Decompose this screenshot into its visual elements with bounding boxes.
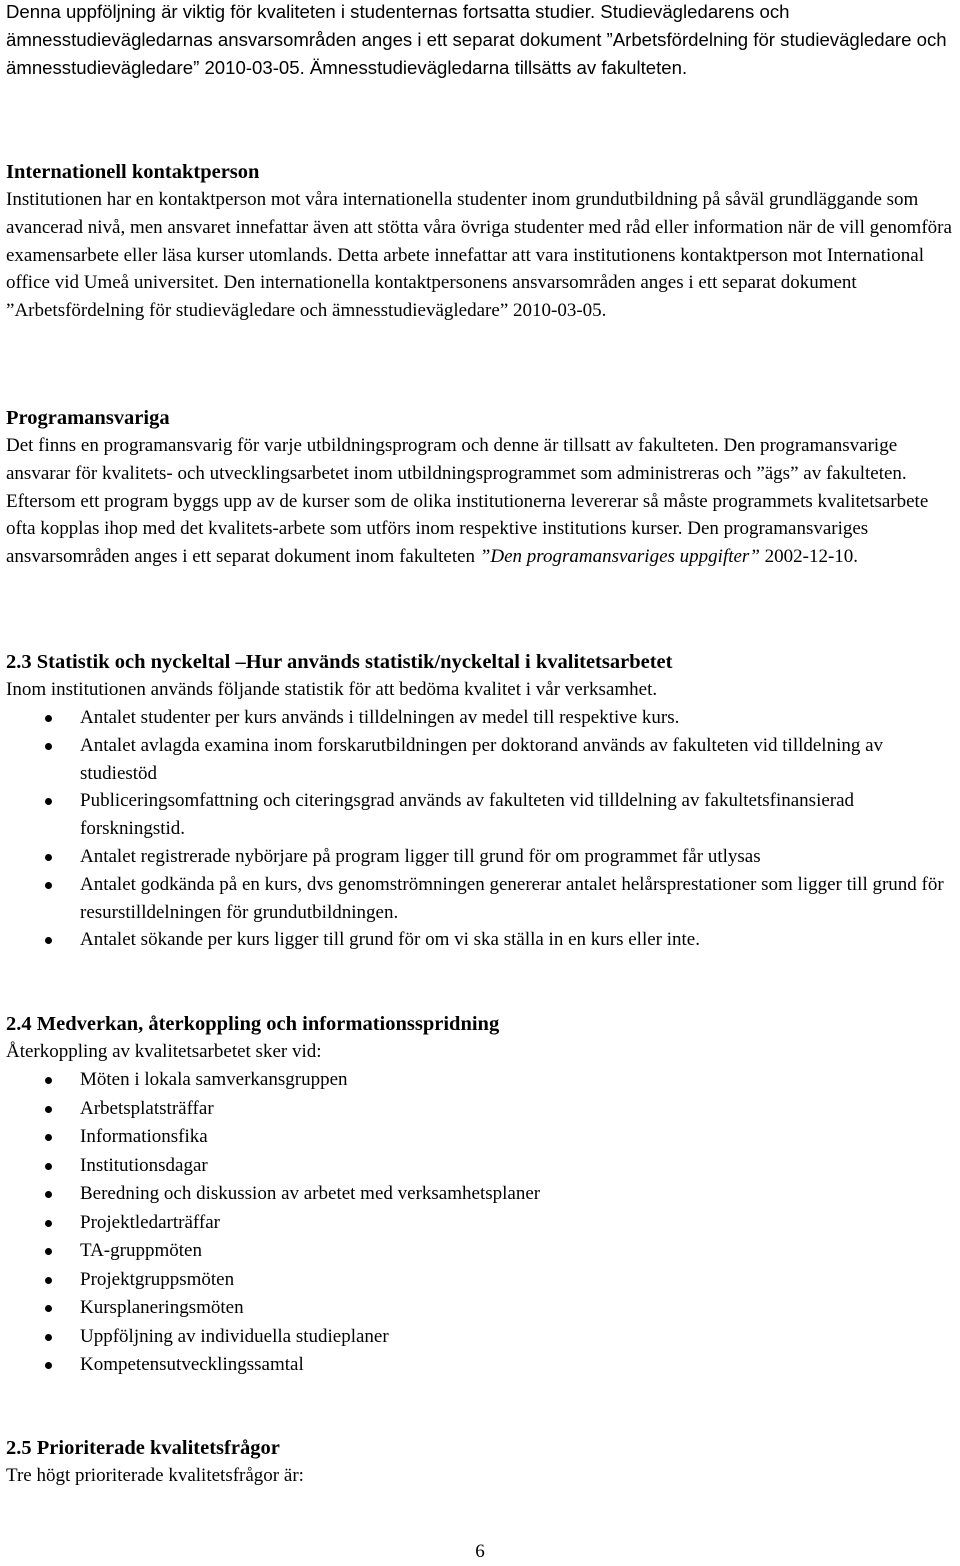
bullet-icon <box>45 854 52 861</box>
list-item: Informationsfika <box>6 1123 956 1152</box>
list-item: Beredning och diskussion av arbetet med verksamhetsplaner <box>6 1180 956 1209</box>
list-item: Institutionsdagar <box>6 1152 956 1181</box>
bullet-icon <box>45 1106 52 1113</box>
bullet-icon <box>45 1248 52 1255</box>
list-item: Antalet studenter per kurs används i tilldelningen av medel till respektive kurs. <box>6 704 956 732</box>
international-paragraph: Institutionen har en kontaktperson mot våra internationella studenter inom grundutbildning på såväl grundläggande som avancerad nivå, men ansvaret innefattar även att stötta våra övriga studenter med råd eller information när de vill genomföra examensarbete eller läsa kurser utomlands. Detta arbete innefattar att vara institutionens kontaktperson mot International office vid Umeå universitet. Den internationella kontaktpersonens ansvarsområden anges i ett separat dokument ”Arbetsfördelning för studievägledare och ämnesstudievägledare” 2010-03-05. <box>6 189 952 322</box>
heading-section-2-4: 2.4 Medverkan, återkoppling och informationsspridning <box>6 1013 500 1035</box>
bullet-icon <box>45 798 52 805</box>
list-item: Möten i lokala samverkansgruppen <box>6 1066 956 1095</box>
intro-paragraph: Denna uppföljning är viktig för kvaliteten i studenternas fortsatta studier. Studievägledarens och ämnesstudievägledarnas ansvarsområden anges i ett separat dokument ”Arbetsfördelning för studievägledare och ämnesstudievägledare” 2010-03-05. Ämnesstudievägledarna tillsätts av fakulteten. <box>6 1 947 78</box>
bullet-icon <box>45 1220 52 1227</box>
list-item: Antalet godkända på en kurs, dvs genomströmningen genererar antalet helårsprestationer som ligger till grund för resurstilldelningen för grundutbildningen. <box>6 871 956 927</box>
heading-section-2-5: 2.5 Prioriterade kvalitetsfrågor <box>6 1437 280 1459</box>
list-item: Antalet avlagda examina inom forskarutbildningen per doktorand används av fakulteten vid tilldelning av studiestöd <box>6 732 956 788</box>
bullet-icon <box>45 1134 52 1141</box>
list-item: Antalet sökande per kurs ligger till grund för om vi ska ställa in en kurs eller inte. <box>6 926 956 954</box>
list-item: Publiceringsomfattning och citeringsgrad används av fakulteten vid tilldelning av fakultetsfinansierad forskningstid. <box>6 787 956 843</box>
list-item: TA-gruppmöten <box>6 1237 956 1266</box>
bullet-icon <box>45 1191 52 1198</box>
section-2-4-intro: Återkoppling av kvalitetsarbetet sker vid: <box>6 1041 322 1062</box>
list-item: Kursplaneringsmöten <box>6 1294 956 1323</box>
bullet-icon <box>45 1334 52 1341</box>
bullet-icon <box>45 715 52 722</box>
list-item: Uppföljning av individuella studieplaner <box>6 1323 956 1352</box>
bullet-icon <box>45 882 52 889</box>
bullet-icon <box>45 1362 52 1369</box>
section-2-5-intro: Tre högt prioriterade kvalitetsfrågor är: <box>6 1465 304 1486</box>
page-number: 6 <box>475 1541 485 1562</box>
bullet-icon <box>45 937 52 944</box>
bullet-icon <box>45 743 52 750</box>
program-paragraph: Det finns en programansvarig för varje utbildningsprogram och denne är tillsatt av fakulteten. Den programansvarige ansvarar för kvalitets- och utvecklingsarbetet inom utbildningsprogrammet som administreras och ”ägs” av fakulteten. Eftersom ett program byggs upp av de kurser som de olika institutionerna levererar så måste programmets kvalitetsarbete ofta kopplas ihop med det kvalitets-arbete som utförs inom respektive institutions kurser. Den programansvariges ansvarsområden anges i ett separat dokument inom fakulteten ”Den programansvariges uppgifter” 2002-12-10. <box>6 435 929 568</box>
list-item: Projektgruppsmöten <box>6 1266 956 1295</box>
section-2-3-intro: Inom institutionen används följande statistik för att bedöma kvalitet i vår verksamhet. <box>6 679 658 700</box>
list-item: Arbetsplatsträffar <box>6 1095 956 1124</box>
heading-program: Programansvariga <box>6 407 170 429</box>
list-item: Antalet registrerade nybörjare på program ligger till grund för om programmet får utlysas <box>6 843 956 871</box>
bullet-icon <box>45 1277 52 1284</box>
bullet-icon <box>45 1163 52 1170</box>
feedback-list <box>6 1066 956 1380</box>
list-item: Projektledarträffar <box>6 1209 956 1238</box>
bullet-icon <box>45 1305 52 1312</box>
heading-section-2-3: 2.3 Statistik och nyckeltal –Hur används statistik/nyckeltal i kvalitetsarbetet <box>6 651 673 673</box>
bullet-icon <box>45 1077 52 1084</box>
heading-international: Internationell kontaktperson <box>6 161 260 183</box>
list-item: Kompetensutvecklingssamtal <box>6 1351 956 1380</box>
statistics-list <box>6 704 956 954</box>
